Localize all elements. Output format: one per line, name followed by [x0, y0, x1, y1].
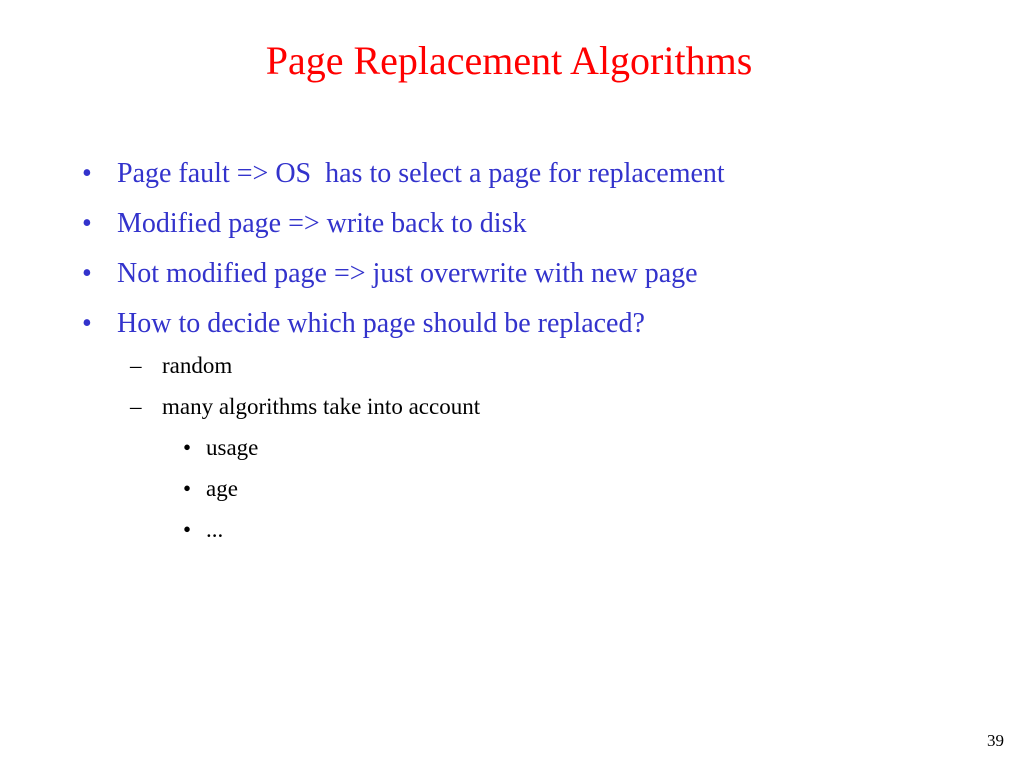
sub-sub-bullet-text: ...	[206, 517, 224, 542]
bullet-marker: •	[82, 308, 92, 339]
sub-bullet-marker: –	[130, 353, 142, 378]
bullet-marker: •	[82, 158, 92, 189]
sub-sub-bullet-marker: •	[183, 435, 192, 460]
sub-sub-bullet-text: age	[206, 476, 238, 501]
sub-bullet-marker: –	[130, 394, 142, 419]
slide-title: Page Replacement Algorithms	[265, 38, 753, 83]
sub-bullet-text: many algorithms take into account	[162, 394, 481, 419]
slide-number: 39	[987, 731, 1004, 750]
bullet-text: Modified page => write back to disk	[117, 208, 527, 239]
bullet-text: Not modified page => just overwrite with new page	[117, 258, 698, 289]
sub-bullet-text: random	[162, 353, 233, 378]
sub-sub-bullet-marker: •	[183, 517, 192, 542]
bullet-marker: •	[82, 208, 92, 239]
sub-sub-bullet-text: usage	[206, 435, 259, 460]
sub-sub-bullet-marker: •	[183, 476, 192, 501]
bullet-text: How to decide which page should be replaced?	[117, 308, 645, 339]
bullet-text: Page fault => OS has to select a page for replacement	[117, 158, 725, 189]
bullet-marker: •	[82, 258, 92, 289]
